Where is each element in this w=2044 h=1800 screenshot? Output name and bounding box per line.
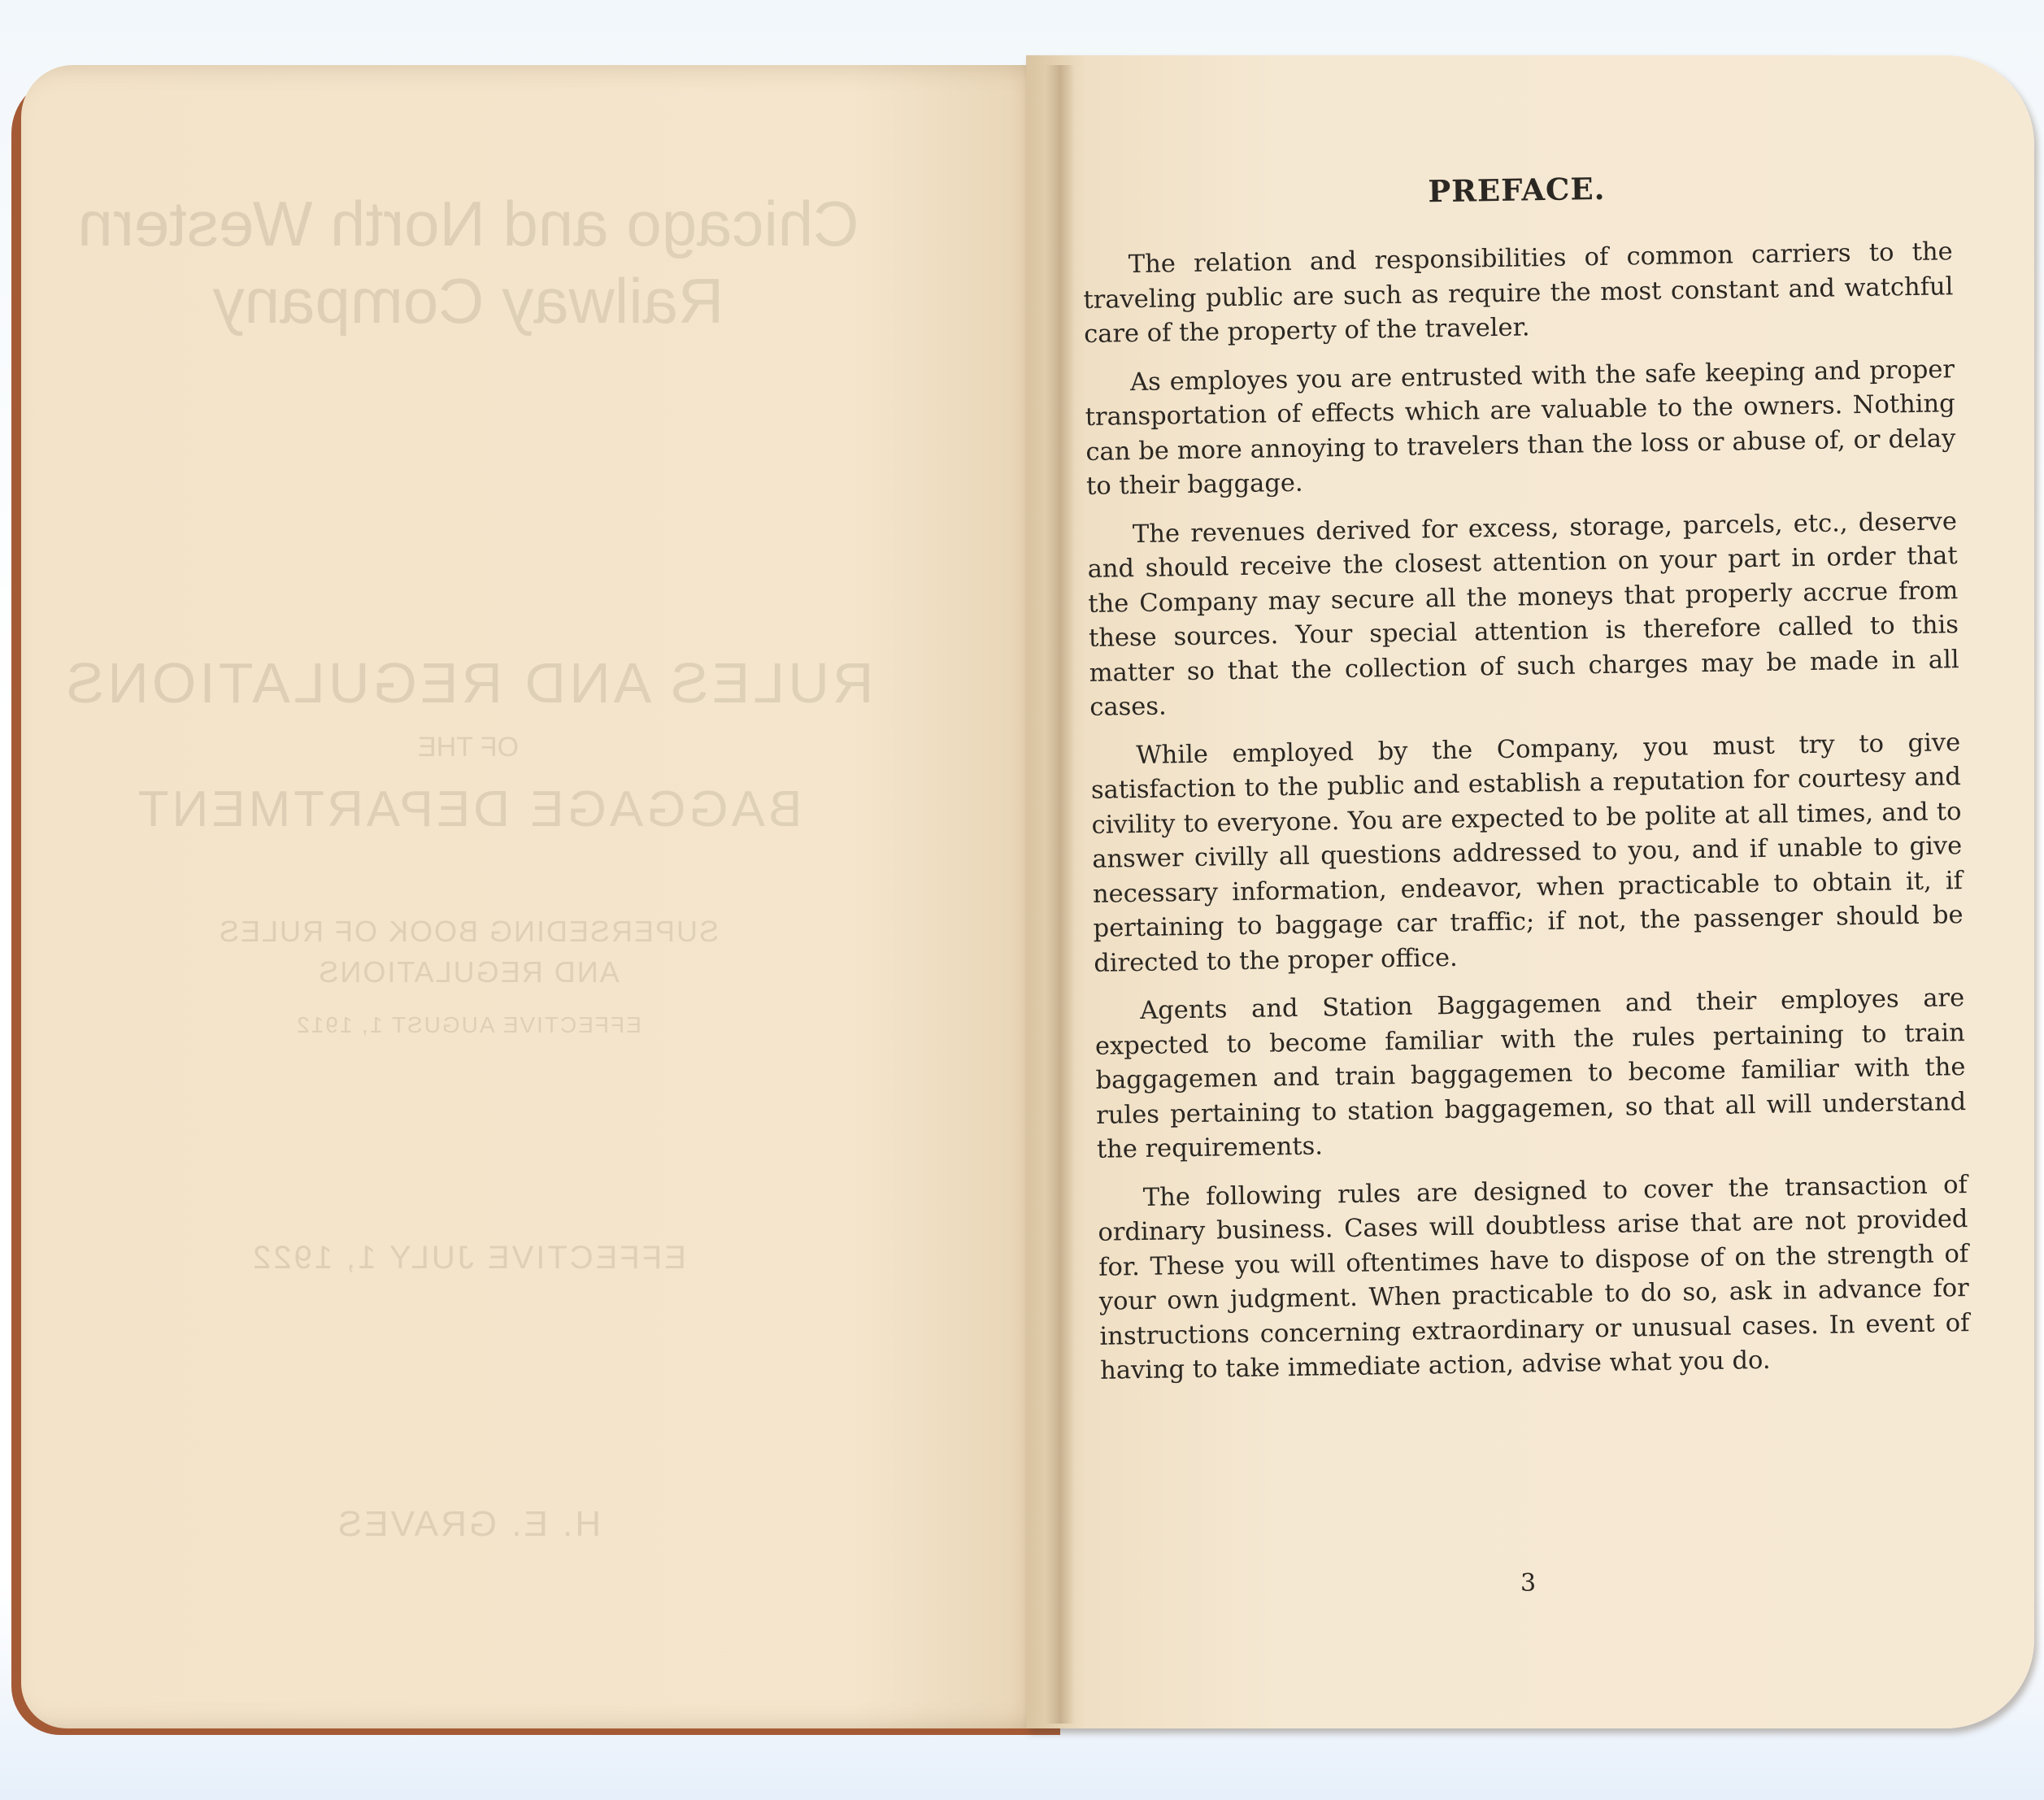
- bleed-through-text: [21, 65, 1046, 1724]
- bleed-line: AND REGULATIONS: [317, 955, 620, 989]
- preface-paragraph: As employes you are entrusted with the safe keeping and proper transportation of effects which are valuable to the owners. Nothing can be more annoying to travelers than the loss or abuse of, or delay to their baggage.: [1085, 354, 1956, 501]
- preface-paragraph: The relation and responsibilities of common carriers to the traveling public are such as require the most constant and watchful care of the property of the traveler.: [1083, 237, 1954, 349]
- bleed-line: RULES AND REGULATIONS: [63, 651, 874, 715]
- bleed-line: EFFECTIVE JULY 1, 1922: [250, 1240, 686, 1276]
- preface-paragraph: The revenues derived for excess, storage, parcels, etc., deserve and should receive the closest attention on your part in order that the Company may secure all the moneys that properly accrue from these sources. Your special attention is therefore called to this matter so that the collection of such charges may be made in all cases.: [1087, 507, 1959, 722]
- bleed-line: EFFECTIVE AUGUST 1, 1912: [295, 1012, 641, 1037]
- preface-text-block: [1081, 157, 1971, 1402]
- page-number: 3: [1520, 1569, 1537, 1598]
- page-title: PREFACE.: [1428, 170, 1606, 210]
- preface-paragraph: The following rules are designed to cover the transaction of ordinary business. Cases will doubtless arise that are not provided for. These you will oftentimes have to dispose of on the strength of your own judgment. When practicable to do so, ask in advance for instructions concerning extraordinary or unusual cases. In event of having to take immediate action, advise what you do.: [1098, 1170, 1970, 1385]
- bleed-line: BAGGAGE DEPARTMENT: [134, 781, 802, 837]
- bleed-line: Railway Company: [212, 265, 724, 337]
- book-gutter: [1046, 65, 1075, 1724]
- bleed-line: Chicago and North Western: [77, 188, 859, 259]
- bleed-line: SUPERSEDING BOOK OF RULES: [217, 915, 720, 948]
- preface-paragraph: Agents and Station Baggagemen and their employes are expected to become familiar with the rules pertaining to train baggagemen and train baggagemen to become familiar with the rules pertaining to station baggagemen, so that all will understand the requirements.: [1094, 984, 1967, 1164]
- bleed-line: OF THE: [417, 732, 520, 763]
- preface-paragraph: While employed by the Company, you must try to give satisfaction to the public and establish a reputation for courtesy and civility to everyone. You are expected to be polite at all times, and to answer civilly all questions addressed to you, and if unable to give necessary information, endeavor, when practicable to obtain it, if pertaining to baggage car traffic; if not, the passenger should be directed to the proper office.: [1090, 728, 1964, 978]
- bleed-line: H. E. GRAVES: [335, 1504, 602, 1544]
